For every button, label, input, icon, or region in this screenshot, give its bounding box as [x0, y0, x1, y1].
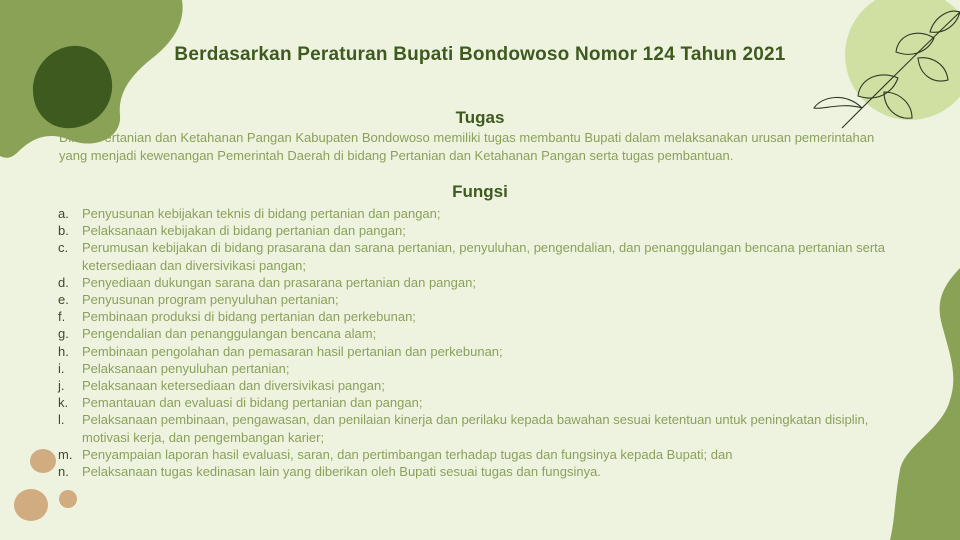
list-item-text: Perumusan kebijakan di bidang prasarana dan sarana pertanian, penyuluhan, pengendalian, dan penanggulangan bencana pertanian serta ketersediaan dan diversivikasi pangan; [82, 240, 886, 273]
list-item-text: Penyediaan dukungan sarana dan prasarana pertanian dan pangan; [82, 274, 476, 290]
list-marker: n. [58, 464, 69, 480]
list-item [58, 239, 888, 273]
list-item [58, 394, 888, 411]
list-marker: b. [58, 223, 69, 239]
list-item-text: Penyusunan kebijakan teknis di bidang pertanian dan pangan; [82, 206, 441, 221]
list-marker: d. [58, 274, 69, 290]
list-item-text: Pelaksanaan pembinaan, pengawasan, dan penilaian kinerja dan perilaku kepada bawahan sesuai ketentuan untuk peningkatan disiplin, motivasi kerja, dan pengembangan karier; [82, 412, 869, 445]
list-item-text: Pemantauan dan evaluasi di bidang pertanian dan pangan; [82, 395, 423, 411]
list-marker: i. [58, 360, 65, 376]
list-marker: e. [58, 292, 69, 308]
dot-3 [59, 490, 77, 508]
list-item-text: Pembinaan produksi di bidang pertanian dan perkebunan; [82, 309, 416, 325]
list-item [58, 343, 888, 360]
list-marker: m. [58, 446, 73, 462]
list-item [58, 360, 888, 377]
list-marker: h. [58, 343, 69, 359]
list-marker: c. [58, 240, 69, 256]
list-item-text: Pelaksanaan kebijakan di bidang pertanian dan pangan; [82, 223, 406, 239]
list-item-text: Pelaksanaan penyuluhan pertanian; [82, 360, 290, 376]
fungsi-heading: Fungsi [452, 182, 508, 201]
list-item [58, 222, 888, 239]
page-title: Berdasarkan Peraturan Bupati Bondowoso Nomor 124 Tahun 2021 [174, 44, 786, 65]
list-marker: j. [58, 378, 65, 394]
list-item [58, 377, 888, 394]
list-item-text: Pelaksanaan tugas kedinasan lain yang diberikan oleh Bupati sesuai tugas dan fungsinya. [82, 464, 601, 480]
list-item [58, 308, 888, 325]
list-marker: f. [58, 309, 66, 325]
list-marker: l. [58, 412, 65, 428]
list-item [58, 274, 888, 291]
tugas-paragraph: Dinas Pertanian dan Ketahanan Pangan Kabupaten Bondowoso memiliki tugas membantu Bupati dalam melaksanakan urusan pemerintahan yang menjadi kewenangan Pemerintah Daerah di bidang Pertanian dan Ketahanan Pangan serta tugas pembantuan. [59, 130, 875, 163]
dot-1 [30, 449, 56, 473]
list-item-text: Pengendalian dan penanggulangan bencana alam; [82, 326, 377, 342]
tugas-heading: Tugas [455, 108, 505, 127]
list-item-text: Pembinaan pengolahan dan pemasaran hasil pertanian dan perkebunan; [82, 343, 503, 359]
fungsi-list [58, 205, 888, 480]
list-item [58, 325, 888, 342]
list-item-text: Pelaksanaan ketersediaan dan diversivikasi pangan; [82, 378, 385, 394]
list-item-text: Penyusunan program penyuluhan pertanian; [82, 292, 339, 308]
list-marker: g. [58, 326, 69, 342]
list-item [58, 463, 888, 480]
list-item [58, 291, 888, 308]
list-marker: a. [58, 206, 69, 221]
bottom-right-green-blob [890, 268, 960, 540]
list-item [58, 446, 888, 463]
list-marker: k. [58, 395, 69, 411]
list-item [58, 205, 888, 222]
list-item-text: Penyampaian laporan hasil evaluasi, saran, dan pertimbangan terhadap tugas dan fungsinya kepada Bupati; dan [82, 446, 733, 462]
dot-2 [14, 489, 48, 521]
list-item [58, 411, 888, 445]
